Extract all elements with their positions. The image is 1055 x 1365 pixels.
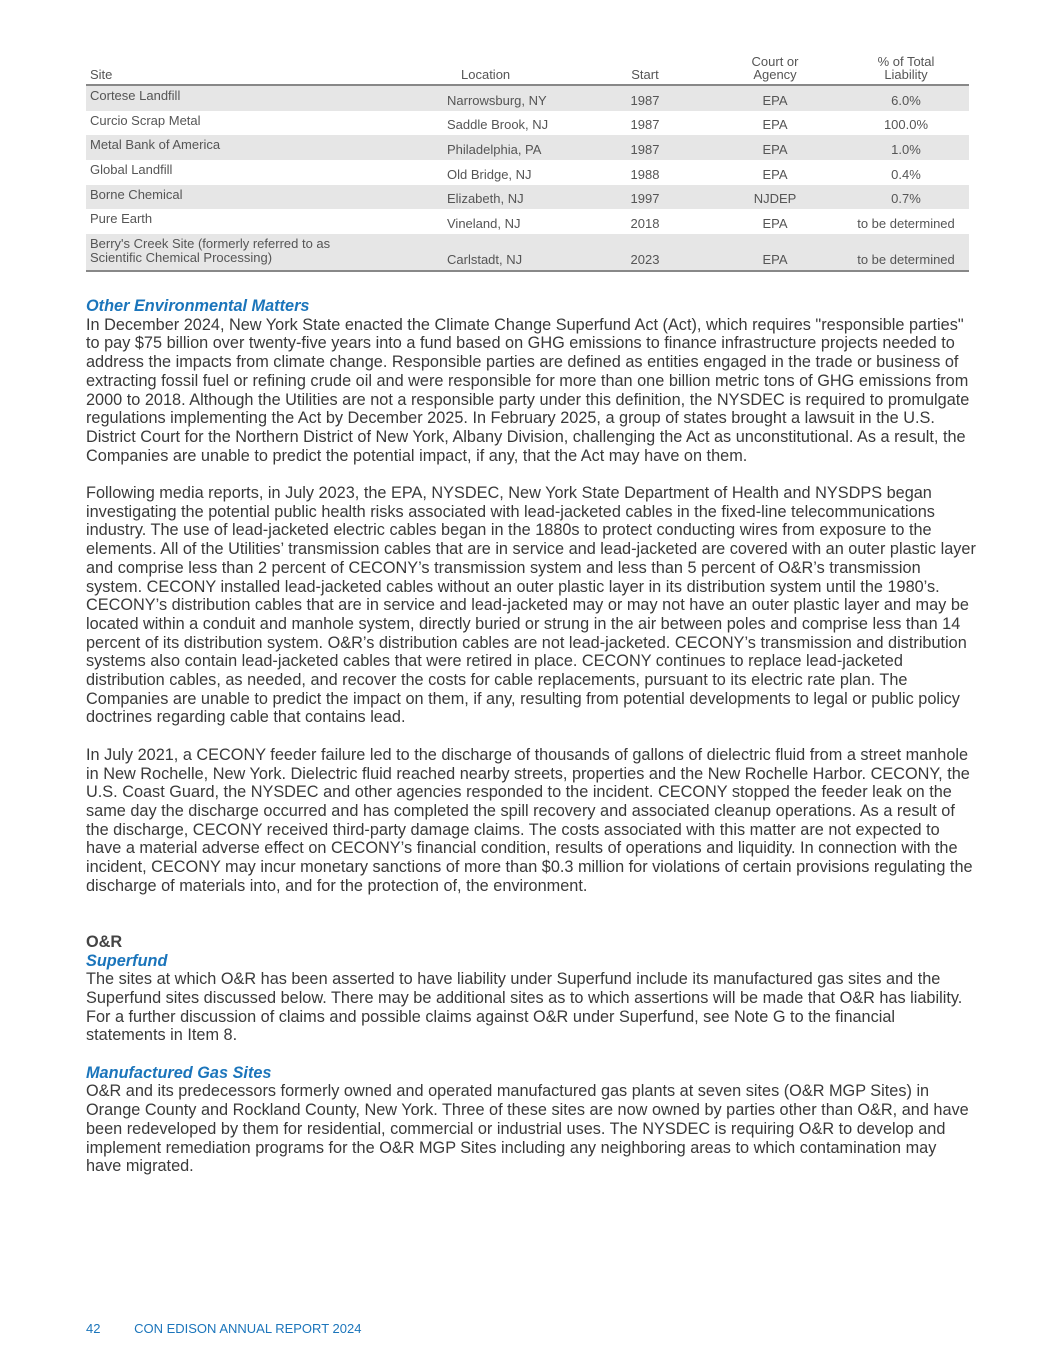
header-court-line1: Court or [751,54,799,69]
cell-location: Elizabeth, NJ [447,191,524,207]
paragraph-or-superfund: The sites at which O&R has been asserted to have liability under Superfund include its manufactured gas sites and the Superfund sites discussed below. There may be additional sites as to which assertions will be made that O&R has liability. For a further discussion of claims and possible claims against O&R under Superfund, see Note G to the financial statements in Item 8. [86,970,963,1045]
header-court-line2: Agency [753,67,797,82]
paragraph-mgp-sites: O&R and its predecessors formerly owned and operated manufactured gas plants at seven sites (O&R MGP Sites) in Orange County and Rockland County, New York. Three of these sites are now owned by parties other than O&R, and have been redeveloped by them for residential, commercial or industrial uses. The NYSDEC is requiring O&R to develop and implement remediation programs for the O&R MGP Sites including any neighboring areas to which contamination may have migrated. [86,1082,969,1176]
cell-start: 2018 [630,216,660,232]
cell-start: 1987 [630,142,660,158]
superfund-heading: Superfund [86,951,168,970]
report-title: CON EDISON ANNUAL REPORT 2024 [134,1321,362,1336]
cell-agency: NJDEP [753,191,797,207]
table-row [86,111,969,136]
other-env-heading: Other Environmental Matters [86,297,310,315]
cell-location: Vineland, NJ [447,216,521,232]
cell-liability: 6.0% [891,92,921,108]
or-heading: O&R [86,932,123,951]
document-body [86,297,976,1195]
page-footer [86,1321,391,1336]
cell-agency: EPA [762,92,788,108]
cell-liability: to be determined [857,216,955,232]
cell-site: Pure Earth [90,211,153,227]
cell-agency: EPA [762,166,788,182]
cell-location: Saddle Brook, NJ [447,117,549,133]
cell-site: Metal Bank of America [90,137,221,153]
paragraph-climate-superfund: In December 2024, New York State enacted the Climate Change Superfund Act (Act), which requires "responsible parties" to pay $75 billion over twenty-five years into a fund based on GHG emissions to finance infrastructure projects needed to address the impacts from climate change. Responsible parties are defined as entities engaged in the trade or business of extracting fossil fuel or refining crude oil and were responsible for more than one billion metric tons of GHG emissions from 2000 to 2018. Although the Utilities are not a responsible party under this definition, the NYSDEC is required to promulgate regulations implementing the Act by December 2025. In February 2025, a group of states brought a lawsuit in the U.S. District Court for the Northern District of New York, Albany Division, challenging the Act as unconstitutional. As a result, the Companies are unable to predict the potential impact, if any, that the Act may have on them. [86,315,970,465]
header-pct-line1: % of Total [877,54,935,69]
cell-start: 1988 [630,166,660,182]
header-location: Location [461,67,511,82]
cell-site-line1: Berry's Creek Site (formerly referred to as [90,236,331,252]
table-row [86,234,969,272]
cell-site-line2: Scientific Chemical Processing) [90,250,273,266]
paragraph-feeder-failure: In July 2021, a CECONY feeder failure led to the discharge of thousands of gallons of dielectric fluid from a street manhole in New Rochelle, New York. Dielectric fluid reached nearby streets, properties and the New Rochelle Harbor. CECONY, the U.S. Coast Guard, the NYSDEC and other agencies responded to the incident. CECONY stopped the feeder leak on the same day the discharge occurred and has completed the spill recovery and associated cleanup operations. As a result of the discharge, CECONY received third-party damage claims. The costs associated with this matter are not expected to have a material adverse effect on CECONY’s financial condition, results of operations and liquidity. In connection with the incident, CECONY may incur monetary sanctions of more than $0.3 million for violations of certain provisions regulating the discharge of materials into, and for the protection of, the environment. [86,745,973,895]
cell-site: Borne Chemical [90,186,183,202]
cell-start: 1987 [630,117,660,133]
table-row [86,185,969,210]
cell-agency: EPA [762,117,788,133]
table-row [86,86,969,111]
cell-location: Carlstadt, NJ [447,252,523,268]
cell-site: Global Landfill [90,162,173,178]
header-pct-line2: Liability [884,67,928,82]
cell-start: 1997 [630,191,660,207]
table-row [86,135,969,160]
cell-liability: 0.7% [891,191,921,207]
cell-agency: EPA [762,216,788,232]
header-court [736,55,814,81]
header-site: Site [90,67,113,82]
cell-site: Curcio Scrap Metal [90,112,201,128]
cell-agency: EPA [762,252,788,268]
mgp-heading: Manufactured Gas Sites [86,1063,272,1082]
paragraph-lead-cables: Following media reports, in July 2023, the EPA, NYSDEC, New York State Department of Health and NYSDPS began investigating the potential public health risks associated with lead-jacketed cables in the fixed-line telecommunications industry. The use of lead-jacketed electric cables began in the 1880s to protect conducting wires from exposure to the elements. All of the Utilities’ transmission cables that are in service and lead-jacketed are covered with an outer plastic layer and comprise less than 2 percent of CECONY’s transmission system and less than 5 percent of O&R’s transmission system. CECONY installed lead-jacketed cables without an outer plastic layer in its distribution system until the 1980’s. CECONY’s distribution cables that are in service and lead-jacketed may or may not have an outer plastic layer and may be located within a conduit and manhole system, directly buried or strung in the air between poles and comprise less than 14 percent of its distribution system. O&R’s distribution cables are not lead-jacketed. CECONY’s transmission and distribution systems also contain lead-jacketed cables that were retired in place. CECONY continues to replace lead-jacketed distribution cables, as needed, and recover the costs for cable replacements, pursuant to its electric rate plan. The Companies are unable to predict the impact on them, if any, resulting from potential developments to legal or public policy doctrines regarding cable that contains lead. [86,484,976,727]
cell-location: Narrowsburg, NY [447,92,547,108]
table-row [86,160,969,185]
cell-location: Philadelphia, PA [447,142,542,158]
cell-liability: 0.4% [891,166,921,182]
cell-site [90,237,330,265]
header-start: Start [631,67,659,82]
cell-start: 2023 [630,252,660,268]
table-header [86,48,969,86]
superfund-sites-table [86,48,969,272]
cell-start: 1987 [630,92,660,108]
cell-liability: to be determined [857,252,955,268]
cell-agency: EPA [762,142,788,158]
header-pct [846,55,966,81]
cell-site: Cortese Landfill [90,88,181,103]
table-row [86,209,969,234]
cell-liability: 100.0% [883,117,929,133]
cell-location: Old Bridge, NJ [447,166,532,182]
cell-liability: 1.0% [891,142,921,158]
page-number: 42 [86,1321,101,1336]
